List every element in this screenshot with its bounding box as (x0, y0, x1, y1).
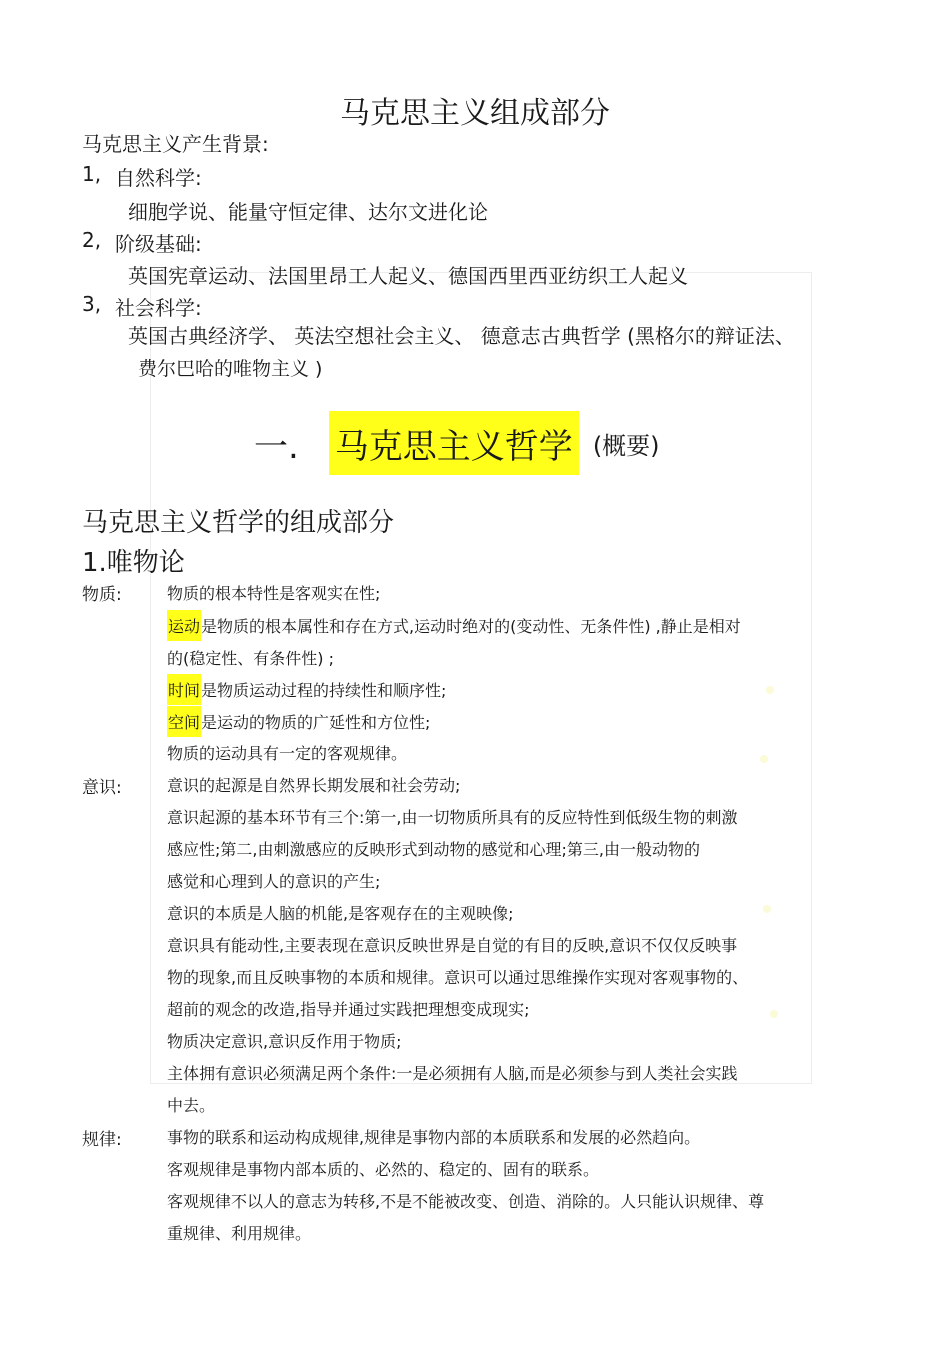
matter-label: 物质: (82, 585, 122, 605)
matter-line-text: 是物质的根本属性和存在方式,运动时绝对的(变动性、无条件性) ,静止是相对 (201, 617, 741, 636)
law-line: 客观规律是事物内部本质的、必然的、稳定的、固有的联系。 (167, 1160, 600, 1179)
consciousness-line: 物的现象,而且反映事物的本质和规律。意识可以通过思维操作实现对客观事物的、 (167, 968, 749, 987)
matter-line (167, 610, 741, 641)
decorative-dot (763, 905, 771, 913)
background-heading: 马克思主义产生背景: (82, 132, 269, 156)
section-detail: 英国古典经济学、 英法空想社会主义、 德意志古典哲学 (黑格尔的辩证法、 (128, 324, 795, 348)
consciousness-line: 超前的观念的改造,指导并通过实践把理想变成现实; (167, 1000, 530, 1019)
law-line: 事物的联系和运动构成规律,规律是事物内部的本质联系和发展的必然趋向。 (167, 1128, 701, 1147)
law-line: 重规律、利用规律。 (167, 1224, 312, 1243)
consciousness-label: 意识: (82, 778, 122, 798)
section-label: 阶级基础: (115, 232, 202, 256)
section-1-title: 马克思主义哲学 (329, 411, 579, 475)
law-label: 规律: (82, 1130, 122, 1150)
section-detail: 细胞学说、能量守恒定律、达尔文进化论 (128, 200, 488, 224)
section-number: 3, (82, 292, 102, 316)
highlight-term: 时间 (167, 674, 201, 705)
highlight-term: 运动 (167, 610, 201, 641)
subsection-heading: 1.唯物论 (82, 548, 185, 578)
matter-line: 的(稳定性、有条件性) ; (167, 649, 334, 668)
section-1-heading (254, 408, 660, 478)
matter-line (167, 706, 430, 737)
section-detail: 英国宪章运动、法国里昂工人起义、德国西里西亚纺织工人起义 (128, 264, 688, 288)
law-line: 客观规律不以人的意志为转移,不是不能被改变、创造、消除的。人只能认识规律、尊 (167, 1192, 765, 1211)
consciousness-line: 意识的本质是人脑的机能,是客观存在的主观映像; (167, 904, 514, 923)
section-label: 社会科学: (115, 296, 202, 320)
section-1-suffix: (概要) (592, 431, 660, 460)
consciousness-line: 意识起源的基本环节有三个:第一,由一切物质所具有的反应特性到低级生物的刺激 (167, 808, 738, 827)
section-label: 自然科学: (115, 166, 202, 190)
consciousness-line: 意识的起源是自然界长期发展和社会劳动; (167, 776, 461, 795)
decorative-dot (760, 755, 768, 763)
consciousness-line: 主体拥有意识必须满足两个条件:一是必须拥有人脑,而是必须参与到人类社会实践 (167, 1064, 738, 1083)
consciousness-line: 中去。 (167, 1096, 216, 1115)
matter-line: 物质的运动具有一定的客观规律。 (167, 744, 408, 763)
consciousness-line: 感觉和心理到人的意识的产生; (167, 872, 381, 891)
section-number: 2, (82, 228, 102, 252)
consciousness-line: 感应性;第二,由刺激感应的反映形式到动物的感觉和心理;第三,由一般动物的 (167, 840, 700, 859)
matter-line-text: 是运动的物质的广延性和方位性; (201, 713, 431, 732)
section-1-prefix: 一. (254, 426, 299, 467)
decorative-dot (770, 1010, 778, 1018)
consciousness-line: 意识具有能动性,主要表现在意识反映世界是自觉的有目的反映,意识不仅仅反映事 (167, 936, 738, 955)
components-heading: 马克思主义哲学的组成部分 (82, 508, 395, 538)
matter-line-text: 是物质运动过程的持续性和顺序性; (201, 681, 447, 700)
section-number: 1, (82, 162, 102, 186)
matter-line: 物质的根本特性是客观实在性; (167, 584, 381, 603)
page-title: 马克思主义组成部分 (340, 96, 610, 131)
section-detail-continued: 费尔巴哈的唯物主义 ) (138, 358, 323, 380)
matter-line (167, 674, 446, 705)
decorative-dot (766, 686, 774, 694)
consciousness-line: 物质决定意识,意识反作用于物质; (167, 1032, 402, 1051)
highlight-term: 空间 (167, 706, 201, 737)
